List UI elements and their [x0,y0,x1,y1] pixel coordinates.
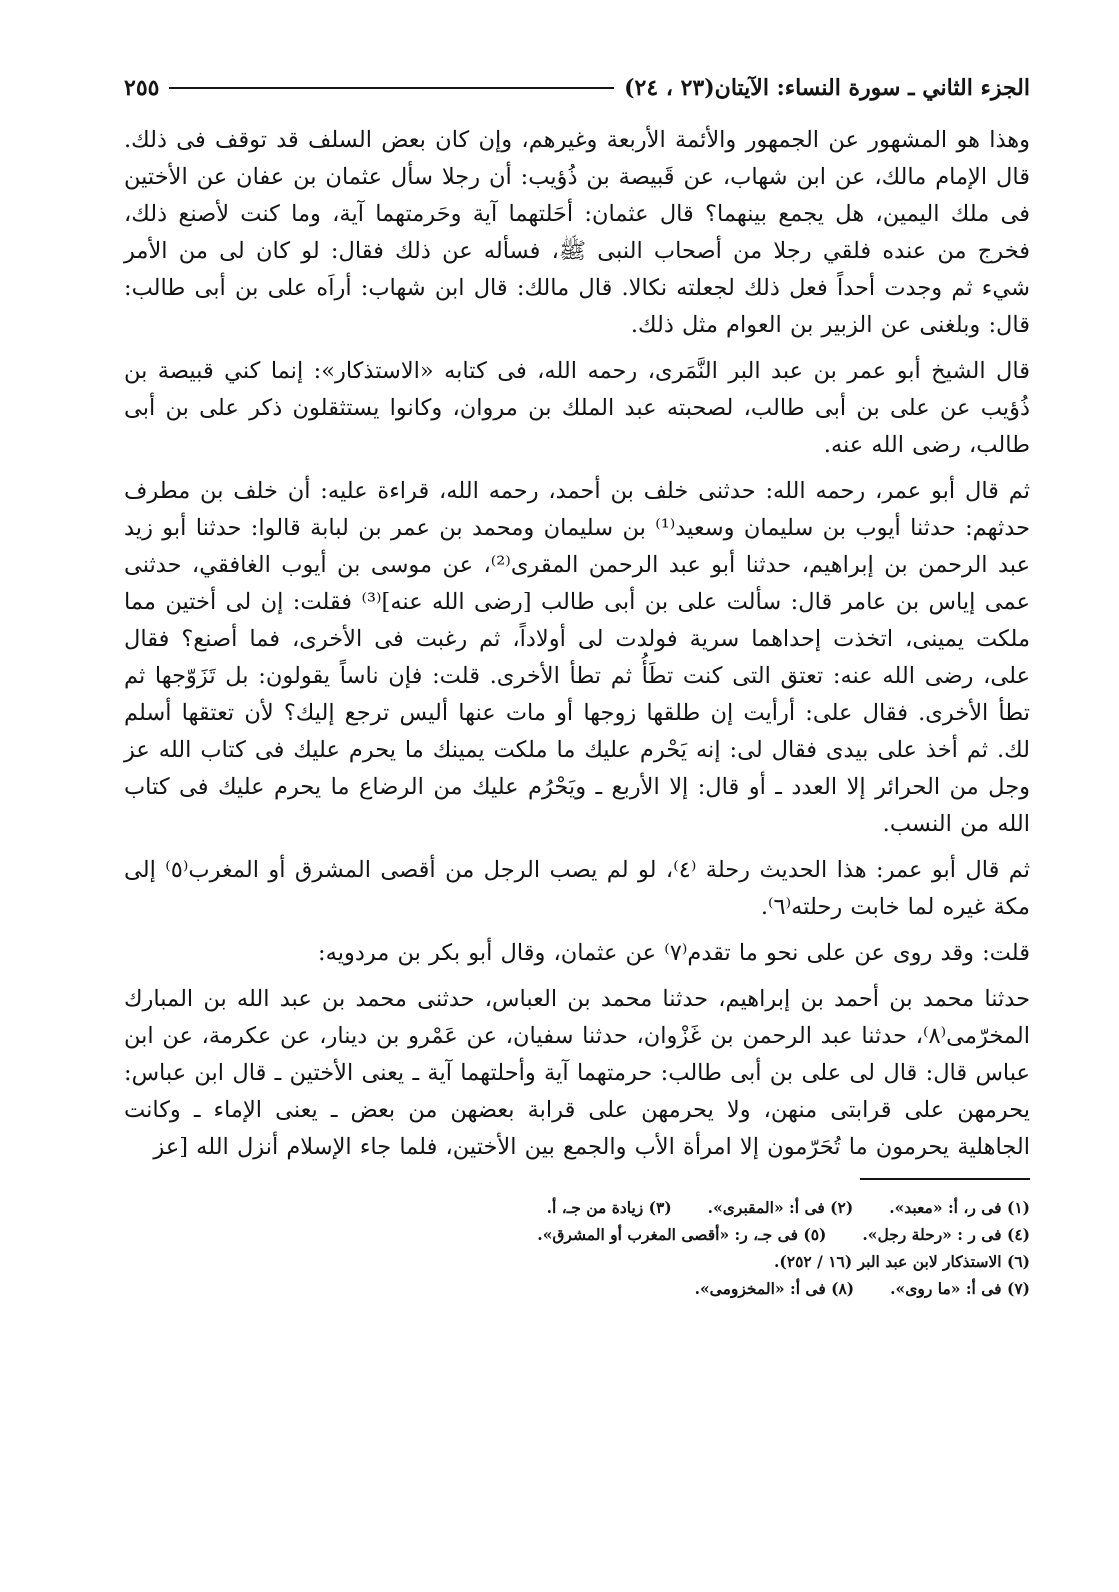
footnote-2: (٢) فى أ: «المقبرى». [707,1198,854,1217]
paragraph-4: ثم قال أبو عمر: هذا الحديث رحلة ⁽٤⁾، لو لم يصب الرجل من أقصى المشرق أو المغرب⁽٥⁾ إلى مكة غيره لما خابت رحلته⁽٦⁾. [124,857,1030,920]
running-header [124,66,1030,110]
paragraph-2: قال الشيخ أبو عمر بن عبد البر النَّمَرى، رحمه الله، فى كتابه «الاستذكار»: إنما كني قبيصة بن ذُؤيب عن على بن أبى طالب، لصحبته عبد الملك بن مروان، وكانوا يستثقلون ذكر على بن أبى طالب، رضى الله عنه. [124,358,1030,458]
footnote-row [124,1248,1030,1275]
footnote-7: (٧) فى أ: «ما روى». [890,1279,1030,1298]
footnote-separator [860,1178,1030,1180]
footnotes [124,1194,1030,1302]
footnote-1: (١) فى ر، أ: «معبد». [889,1198,1030,1217]
paragraph-3: ثم قال أبو عمر، رحمه الله: حدثنى خلف بن أحمد، رحمه الله، قراءة عليه: أن خلف بن مطرف حدثهم: حدثنا أيوب بن سليمان وسعيد⁽¹⁾ بن سليمان ومحمد بن عمر بن لبابة قالوا: حدثنا أبو زيد عبد الرحمن بن إبراهيم، حدثنا أبو عبد الرحمن المقرى⁽²⁾، عن موسى بن أيوب الغافقي، حدثنى عمى إياس بن عامر قال: سألت على بن أبى طالب [رضى الله عنه]⁽³⁾ فقلت: إن لى أختين مما ملكت يمينى، اتخذت إحداهما سرية فولدت لى أولاداً، ثم رغبت فى الأخرى، فما أصنع؟ فقال على، رضى الله عنه: تعتق التى كنت تطَأُ ثم تطأ الأخرى. قلت: فإن ناساً يقولون: بل تَزَوّجها ثم تطأ الأخرى. فقال على: أرأيت إن طلقها زوجها أو مات عنها أليس ترجع إليك؟ لأن تعتقها أسلم لك. ثم أخذ على بيدى فقال لى: إنه يَحْرم عليك ما ملكت يمينك ما يحرم عليك فى كتاب الله عز وجل من الحرائر إلا العدد ـ أو قال: إلا الأربع ـ ويَحْرُم عليك من الرضاع ما يحرم عليك فى كتاب الله من النسب. [124,478,1030,837]
main-text [124,122,1030,1166]
footnote-row [124,1275,1030,1302]
footnote-row [124,1194,1030,1221]
footnote-5: (٥) فى جـ، ر: «أقصى المغرب أو المشرق». [537,1225,827,1244]
paragraph-1: وهذا هو المشهور عن الجمهور والأئمة الأربعة وغيرهم، وإن كان بعض السلف قد توقف فى ذلك. قال الإمام مالك، عن ابن شهاب، عن قَبيصة بن ذُؤيب: أن رجلا سأل عثمان بن عفان عن الأختين فى ملك اليمين، هل يجمع بينهما؟ قال عثمان: أحَلتهما آية وحَرمتهما آية، وما كنت لأصنع ذلك، فخرج من عنده فلقي رجلا من أصحاب النبى ﷺ، فسأله عن ذلك فقال: لو كان لى من الأمر شيء ثم وجدت أحداً فعل ذلك لجعلته نكالا. قال مالك: قال ابن شهاب: أراَه على بن أبى طالب: قال: وبلغنى عن الزبير بن العوام مثل ذلك. [124,127,1030,338]
footnote-3: (٣) زيادة من جـ، أ. [546,1198,672,1217]
page [124,66,1030,1302]
paragraph-5: قلت: وقد روى عن على نحو ما تقدم⁽٧⁾ عن عثمان، وقال أبو بكر بن مردويه: [318,940,1030,966]
page-number: ٢٥٥ [124,75,160,101]
footnote-8: (٨) فى أ: «المخزومى». [694,1279,855,1298]
header-title: الجزء الثاني ـ سورة النساء: الآيتان(٢٣ ، ٢٤) [624,75,1030,101]
footnote-row [124,1221,1030,1248]
header-rule [169,87,614,89]
paragraph-6: حدثنا محمد بن أحمد بن إبراهيم، حدثنا محمد بن العباس، حدثنى محمد بن عبد الله بن المبارك المخرّمى⁽٨⁾، حدثنا عبد الرحمن بن غَزْوان، حدثنا سفيان، عن عَمْرو بن دينار، عن عكرمة، عن ابن عباس قال: قال لى على بن أبى طالب: حرمتهما آية وأحلتهما آية ـ يعنى الأختين ـ قال ابن عباس: يحرمهن على قرابتى منهن، ولا يحرمهن على قرابة بعضهن من بعض ـ يعنى الإماء ـ وكانت الجاهلية يحرمون ما تُحَرّمون إلا امرأة الأب والجمع بين الأختين، فلما جاء الإسلام أنزل الله [عز [124,986,1030,1160]
footnote-6: (٦) الاستذكار لابن عبد البر (١٦ / ٢٥٢). [774,1252,1030,1271]
footnote-4: (٤) فى ر : «رحلة رجل». [862,1225,1030,1244]
